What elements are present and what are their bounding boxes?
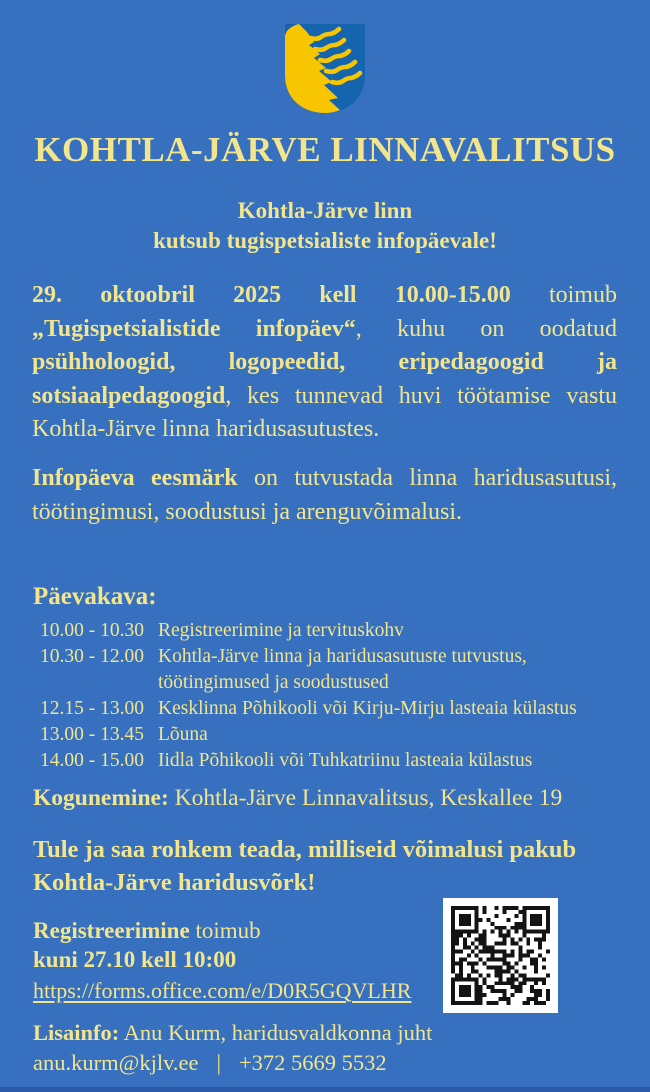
- agenda-heading: Päevakava:: [33, 583, 157, 610]
- registration-line: Registreerimine toimub: [33, 918, 261, 943]
- event-date-time: 29. oktoobril 2025 kell 10.00-15.00: [32, 282, 511, 308]
- bottom-bar: [0, 1087, 650, 1092]
- contact-phone: +372 5669 5532: [238, 1050, 387, 1075]
- goal-label: Infopäeva eesmärk: [32, 465, 238, 491]
- agenda-row: [40, 748, 632, 774]
- agenda-row: [40, 644, 632, 696]
- contact-channels-line: [33, 1048, 630, 1078]
- city-crest-icon: [283, 23, 367, 114]
- agenda-time: 10.00 - 10.30: [40, 620, 144, 641]
- agenda-activity: Kohtla-Järve linna ja haridusasutuste tutvustus, töötingimused ja soodustused: [158, 646, 527, 693]
- contact-separator: |: [216, 1050, 221, 1075]
- contact-person-line: [33, 1018, 630, 1048]
- callout-text: Tule ja saa rohkem teada, milliseid võimalusi pakub Kohtla-Järve haridusvõrk!: [33, 836, 577, 896]
- goal-paragraph: Infopäeva eesmärk on tutvustada linna haridusasutusi, töötingimusi, soodustusi ja arenguvõimalusi.: [32, 465, 617, 525]
- target-audience: psühholoogid, logopeedid, eripedagoogid ja sotsiaalpedagoogid: [32, 349, 617, 409]
- agenda-time: 13.00 - 13.45: [40, 724, 144, 745]
- intro-paragraph: 29. oktoobril 2025 kell 10.00-15.00 toimub „Tugispetsialistide infopäev“, kuhu on oodatud psühholoogid, logopeedid, eripedagoogid ja sotsiaalpedagoogid, kes tunnevad huvi töötamise vastu Kohtla-Järve linna haridusasutustes.: [32, 282, 617, 442]
- registration-link[interactable]: https://forms.office.com/e/D0R5GQVLHR: [33, 978, 412, 1003]
- agenda-activity: Iidla Põhikooli või Tuhkatriinu lasteaia külastus: [158, 750, 533, 771]
- gathering-address: Kohtla-Järve Linnavalitsus, Keskallee 19: [168, 785, 563, 811]
- invitation-subtitle: [0, 196, 650, 256]
- agenda-activity: Registreerimine ja tervituskohv: [158, 620, 404, 641]
- contact-email: anu.kurm@kjlv.ee: [33, 1050, 199, 1075]
- gathering-label: Kogunemine:: [33, 785, 169, 811]
- registration-deadline: kuni 27.10 kell 10:00: [33, 947, 237, 972]
- agenda-row: [40, 722, 632, 748]
- agenda-row: [40, 618, 632, 644]
- agenda-row: [40, 696, 632, 722]
- registration-block: [33, 916, 433, 1005]
- registration-label: Registreerimine: [33, 918, 190, 943]
- agenda-time: 12.15 - 13.00: [40, 698, 144, 719]
- contact-label: Lisainfo:: [33, 1020, 120, 1045]
- agenda-time: 14.00 - 15.00: [40, 750, 144, 771]
- contact-person: Anu Kurm, haridusvaldkonna juht: [119, 1020, 433, 1045]
- agenda-list: [40, 618, 632, 774]
- agenda-activity: Kesklinna Põhikooli või Kirju-Mirju lasteaia külastus: [158, 698, 577, 719]
- subtitle-line-1: Kohtla-Järve linn: [237, 198, 413, 223]
- subtitle-line-2: kutsub tugispetsialiste infopäevale!: [153, 228, 497, 253]
- qr-code: [443, 898, 558, 1013]
- agenda-time: 10.30 - 12.00: [40, 646, 144, 667]
- agenda-activity: Lõuna: [158, 724, 208, 745]
- gathering-line: [33, 785, 630, 812]
- event-name: „Tugispetsialistide infopäev“: [32, 315, 356, 342]
- contact-info: [33, 1018, 630, 1078]
- org-title: KOHTLA-JÄRVE LINNAVALITSUS: [34, 130, 616, 169]
